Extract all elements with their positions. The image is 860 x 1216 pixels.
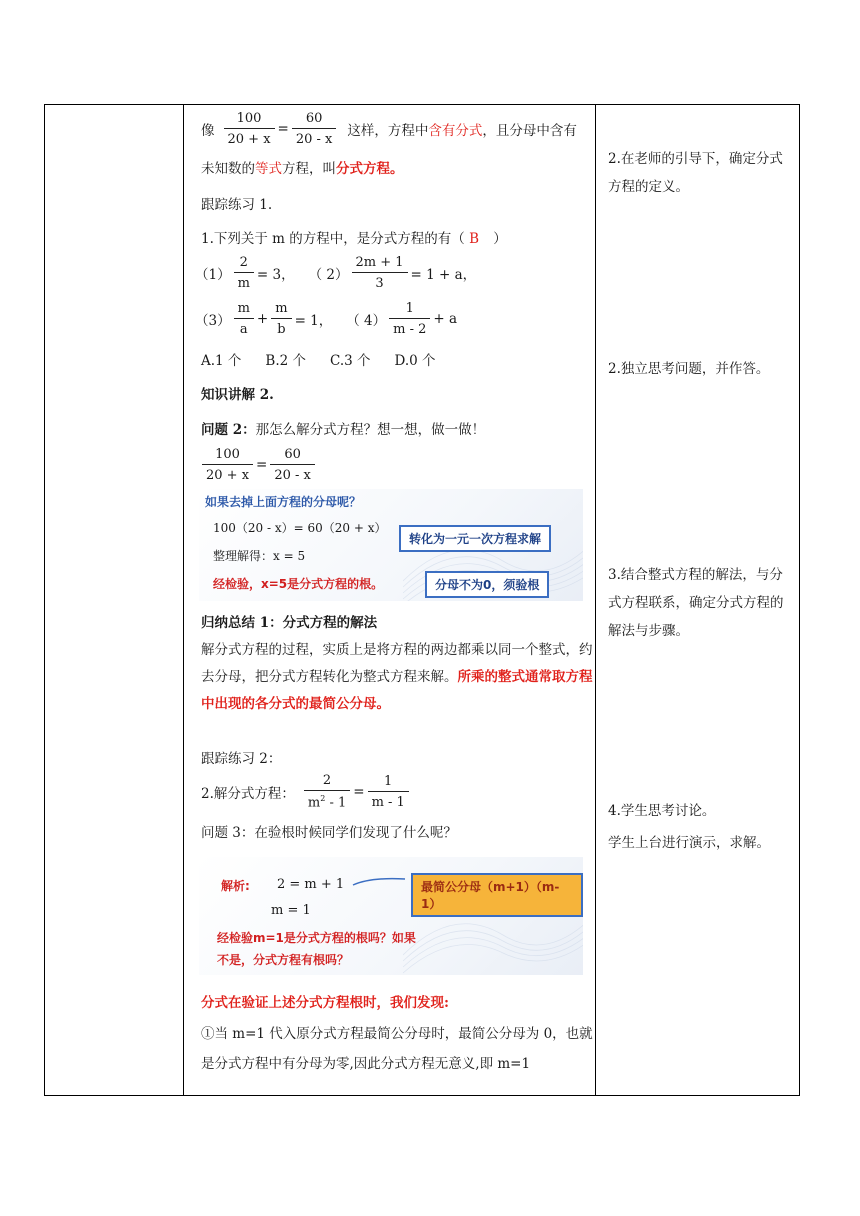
question-2-equation: $\frac{100}{20 + x}$ = $\frac{60}{20 - x}$ (199, 447, 318, 483)
summary-1-highlight: 所乘的整式通常取方程中出现的各分式的最简公分母。 (201, 669, 593, 712)
practice-2-equation: 2.解分式方程： $\frac{2}{m^2 - 1}$ = $\frac{1}{m - 1}$ (201, 773, 412, 810)
highlight-equation: 等式 (255, 161, 282, 177)
practice-1-title: 跟踪练习 1. (201, 197, 273, 213)
option-3a-fraction: $\frac{m}{a}$ (234, 301, 254, 337)
summary-1-body: 解分式方程的过程，实质上是将方程的两边都乘以同一个整式，约去分母，把分式方程转化为整式方程来解。所乘的整式通常取方程中出现的各分式的最简公分母。 (201, 642, 593, 712)
solution-slide-image (199, 489, 583, 601)
practice-1-answer: B (469, 231, 479, 247)
fraction-100-over-20-plus-x: $\frac{100}{20 + x}$ (224, 111, 275, 147)
highlight-contains-fraction: 含有分式 (428, 123, 483, 139)
fraction-60-over-20-minus-x: $\frac{60}{20 - x}$ (292, 111, 337, 147)
knowledge-2-title: 知识讲解 2. (201, 387, 274, 403)
discovery-title: 分式在验证上述分式方程根时，我们发现: (201, 995, 449, 1011)
analysis-slide-image (199, 857, 583, 975)
lesson-table (44, 104, 800, 1096)
option-row-2: （3） $\frac{m}{a}$ + $\frac{m}{b}$ = 1， （ 4） $\frac{1}{m - 2}$ + a (195, 301, 458, 337)
analysis-label: 解析: (221, 879, 250, 893)
student-step-4-discuss: 4.学生思考讨论。 (608, 803, 716, 819)
slide-line-1: 100（20 - x）= 60（20 + x） (213, 521, 387, 535)
fraction-equation-definition-line: 像 $\frac{100}{20 + x}$ = $\frac{60}{20 - x}$ 这样，方程中 含有分式 ，且分母中含有 (201, 111, 577, 147)
slide-heading: 如果去掉上面方程的分母呢？ (205, 495, 362, 509)
convert-note-box: 转化为一元一次方程求解 (399, 525, 551, 552)
student-activity-column (602, 105, 797, 1095)
student-step-2-definition: 2.在老师的引导下，确定分式方程的定义。 (608, 151, 783, 195)
option-4-fraction: $\frac{1}{m - 2}$ (389, 301, 430, 337)
column-divider-right (595, 105, 596, 1095)
option-1-fraction: $\frac{2}{m}$ (234, 255, 254, 291)
question-2: 问题 2：那怎么解分式方程？想一想，做一做！ (201, 422, 486, 438)
answer-choices: A.1 个 B.2 个 C.3 个 D.0 个 (201, 353, 436, 369)
intro-prefix: 像 (201, 123, 215, 139)
analysis-question-2: 不是，分式方程有根吗？ (217, 953, 350, 967)
practice-2-title: 跟踪练习 2： (201, 751, 282, 767)
option-row-1: （1） $\frac{2}{m}$ = 3， （ 2） $\frac{2m + 1}{3}$ = 1 + a， (195, 255, 477, 291)
highlight-fraction-equation: 分式方程。 (336, 161, 404, 177)
connector-line (351, 875, 407, 889)
student-step-2-think: 2.独立思考问题，并作答。 (608, 361, 770, 377)
discovery-paragraph: ①当 m=1 代入原分式方程最简公分母时，最简公分母为 0，也就是分式方程中有分母为零,因此分式方程无意义,即 m=1 (201, 1026, 593, 1072)
teacher-activity-column (193, 105, 591, 1095)
option-2-fraction: $\frac{2m + 1}{3}$ (352, 255, 408, 291)
summary-1-title: 归纳总结 1：分式方程的解法 (201, 615, 378, 631)
column-divider-left (183, 105, 184, 1095)
analysis-line-2: m = 1 (271, 903, 311, 918)
student-step-3: 3.结合整式方程的解法，与分式方程联系，确定分式方程的解法与步骤。 (608, 567, 784, 639)
option-3b-fraction: $\frac{m}{b}$ (271, 301, 291, 337)
student-step-4-present: 学生上台进行演示，求解。 (608, 835, 770, 851)
practice-1-question: 1.下列关于 m 的方程中，是分式方程的有（ B ） (201, 231, 507, 247)
analysis-line-1: 2 = m + 1 (277, 877, 345, 892)
slide-line-2: 整理解得：x = 5 (213, 549, 306, 563)
slide-line-3: 经检验，x=5是分式方程的根。 (213, 577, 384, 591)
question-3: 问题 3：在验根时候同学们发现了什么呢？ (201, 825, 457, 841)
lcd-note-box: 最简公分母（m+1）（m-1） (411, 873, 583, 917)
check-root-note-box: 分母不为0，须验根 (425, 571, 549, 598)
analysis-question-1: 经检验m=1是分式方程的根吗？如果 (217, 931, 416, 945)
definition-line-2: 未知数的等式方程，叫分式方程。 (201, 161, 404, 177)
